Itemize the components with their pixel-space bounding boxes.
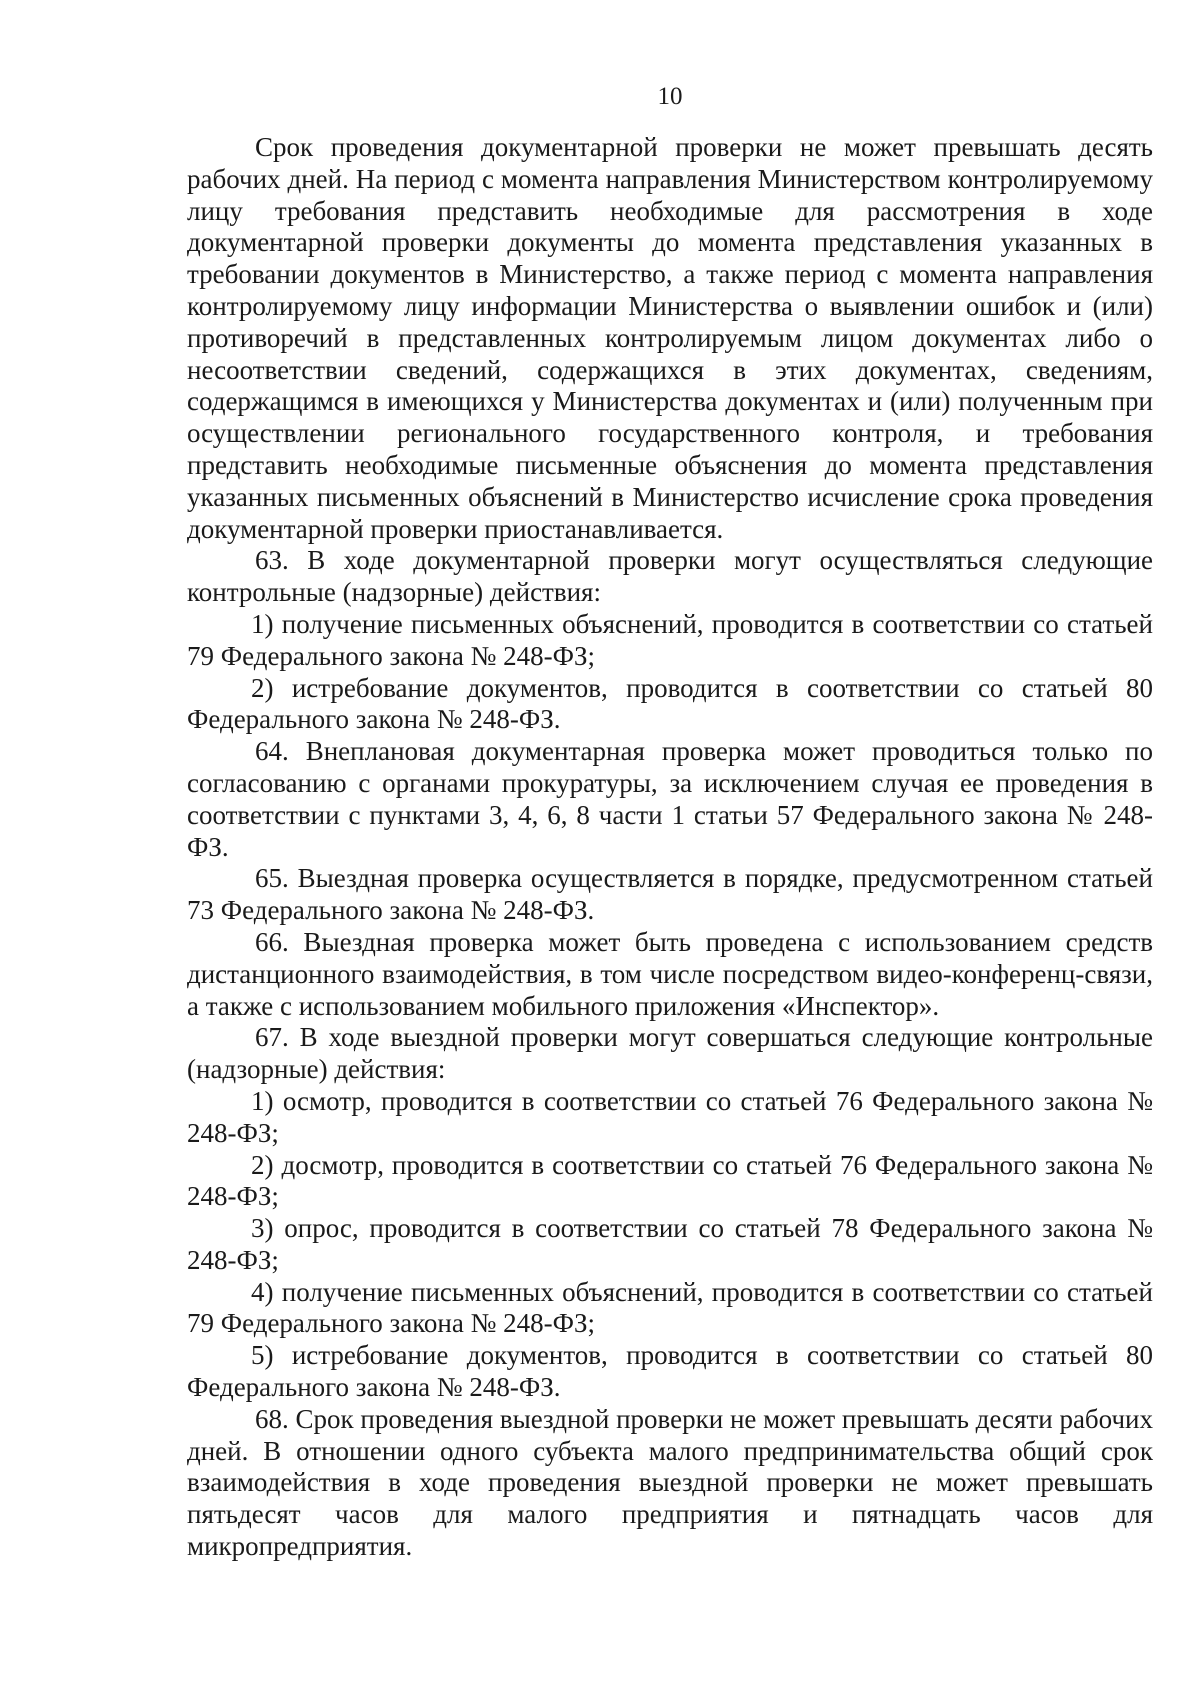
list-item-67-5: 5) истребование документов, проводится в соответствии со статьей 80 Федерального закона № 248-ФЗ. (187, 1340, 1153, 1403)
document-body (187, 132, 1153, 1563)
list-item-63-2: 2) истребование документов, проводится в соответствии со статьей 80 Федерального закона № 248-ФЗ. (187, 672, 1153, 735)
paragraph-67: 67. В ходе выездной проверки могут совершаться следующие контрольные (надзорные) действия: (187, 1022, 1153, 1085)
paragraph-66: 66. Выездная проверка может быть проведена с использованием средств дистанционного взаимодействия, в том числе посредством видео-конференц-связи, а также с использованием мобильного приложения «Инспектор». (187, 926, 1153, 1021)
list-item-67-1: 1) осмотр, проводится в соответствии со статьей 76 Федерального закона № 248-ФЗ; (187, 1085, 1153, 1148)
paragraph-term-documentary-check: Срок проведения документарной проверки не может превышать десять рабочих дней. На период с момента направления Министерством контролируемому лицу требования представить необходимые для рассмотрения в ходе документарной проверки документы до момента представления указанных в требовании документов в Министерство, а также период с момента направления контролируемому лицу информации Министерства о выявлении ошибок и (или) противоречий в представленных контролируемым лицом документах либо о несоответствии сведений, содержащихся в этих документах, сведениям, содержащимся в имеющихся у Министерства документах и (или) полученным при осуществлении регионального государственного контроля, и требования представить необходимые письменные объяснения до момента представления указанных письменных объяснений в Министерство исчисление срока проведения документарной проверки приостанавливается. (187, 132, 1153, 544)
page-number: 10 (657, 83, 683, 110)
paragraph-63: 63. В ходе документарной проверки могут осуществляться следующие контрольные (надзорные) действия: (187, 545, 1153, 608)
list-item-67-4: 4) получение письменных объяснений, проводится в соответствии со статьей 79 Федерального закона № 248-ФЗ; (187, 1276, 1153, 1339)
paragraph-65: 65. Выездная проверка осуществляется в порядке, предусмотренном статьей 73 Федерального закона № 248-ФЗ. (187, 863, 1153, 926)
paragraph-68: 68. Срок проведения выездной проверки не может превышать десяти рабочих дней. В отношении одного субъекта малого предпринимательства общий срок взаимодействия в ходе проведения выездной проверки не может превышать пятьдесят часов для малого предприятия и пятнадцать часов для микропредприятия. (187, 1403, 1153, 1562)
list-item-67-2: 2) досмотр, проводится в соответствии со статьей 76 Федерального закона № 248-ФЗ; (187, 1149, 1153, 1212)
list-item-63-1: 1) получение письменных объяснений, проводится в соответствии со статьей 79 Федерального закона № 248-ФЗ; (187, 608, 1153, 671)
list-item-67-3: 3) опрос, проводится в соответствии со статьей 78 Федерального закона № 248-ФЗ; (187, 1213, 1153, 1275)
paragraph-64: 64. Внеплановая документарная проверка может проводиться только по согласованию с органами прокуратуры, за исключением случая ее проведения в соответствии с пунктами 3, 4, 6, 8 части 1 статьи 57 Федерального закона № 248-ФЗ. (187, 736, 1153, 862)
